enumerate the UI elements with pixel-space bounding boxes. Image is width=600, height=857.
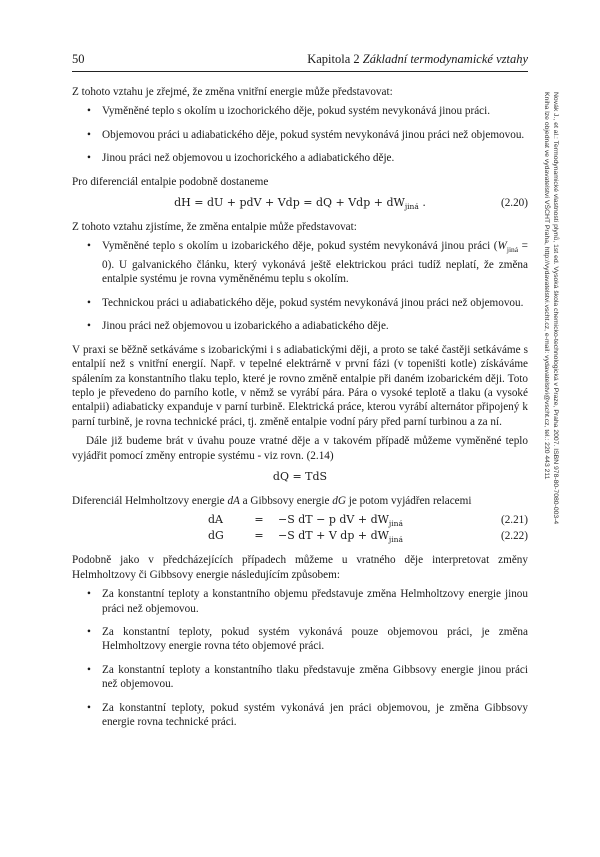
running-title (307, 52, 528, 67)
bullet-icon: • (87, 320, 91, 333)
list-item (72, 625, 528, 654)
equation-2-20 (72, 194, 528, 214)
side-note-line-2: Kniha lze objednat ve vydavatelství VŠCHT Praha, http://vydavatelstvi.vscht.cz, e-mail: vydavatelstvi@vscht.cz, tel.: 220 443 211 (543, 92, 550, 480)
equation-number: (2.20) (500, 197, 528, 210)
page-number: 50 (72, 52, 85, 66)
bullet-icon: • (87, 152, 91, 165)
list-item (72, 296, 528, 310)
bullet-icon: • (87, 296, 91, 309)
list-item-text: Objemovou práci u adiabatického děje, pokud systém nevykonává jinou práci než objemovou. (102, 128, 525, 141)
equation-array (72, 513, 528, 545)
list-item-text: Za konstantní teploty a konstantního tlaku představuje změna Gibbsovy energie jinou práci než objemovou. (102, 663, 528, 691)
list-item (72, 319, 528, 333)
list-item-text: Za konstantní teploty, pokud systém vykonává pouze objemovou práci, je změna Helmholtzovy energie rovna této objemové práci. (102, 625, 528, 653)
equation-body: dH = dU + pdV + Vdp = dQ + Vdp + $dW_{jiná}$ . (174, 196, 426, 212)
list-item (72, 587, 528, 616)
bullet-icon: • (87, 128, 91, 141)
paragraph-7: Podobně jako v předcházejících případech můžeme u vratného děje interpretovat změny Helmholtzovy či Gibbsovy energie následujícím způsobem: (72, 554, 528, 581)
bullet-icon: • (87, 240, 91, 253)
paragraph-1: Z tohoto vztahu je zřejmé, že změna vnitřní energie může představovat: (72, 86, 393, 98)
list-item-text: Za konstantní teploty a konstantního objemu představuje změna Helmholtzovy energie jinou práci než objemovou. (102, 588, 528, 615)
list-item (72, 151, 528, 165)
equation-body: dQ = TdS (272, 469, 328, 483)
paragraph-6: Diferenciál Helmholtzovy energie dA a Gibbsovy energie dG je potom vyjádřen relacemi (72, 494, 472, 507)
list-item (72, 663, 528, 692)
list-item: • Vyměněné teplo s okolím u izobarického děje, pokud systém nevykonává jinou práci $(W_{jiná} = 0)$. U galvanického článku, který vykonává ještě elektrickou práci tudíž neplatí, že změna entalpie systému je rovna vyměněnému teplu s okolím. (87, 240, 528, 286)
list-item (72, 128, 528, 142)
bullet-icon: • (87, 588, 91, 601)
bullet-icon: • (87, 625, 91, 638)
copyright-side-note (542, 92, 560, 692)
enthalpy-list (72, 239, 528, 333)
list-item-text: Vyměněné teplo s okolím u izochorického děje, pokud systém nevykonává jinou práci. (102, 105, 491, 118)
list-item-text: Technickou práci u adiabatického děje, pokud systém nevykonává jinou práci než objemovou. (102, 296, 524, 309)
equation-number: (2.22) (500, 530, 528, 543)
paragraph-4: V praxi se běžně setkáváme s izobarickými i s adiabatickými ději, a proto se také častěji setkáváme s entalpií než s vnitřní energií. Např. v tepelné elektrárně v první fázi (v topeništi kotle) získáváme spálením za konstantního tlaku teplo, které je rovno změně entalpie při daném izobarickém ději. Toto teplo je převedeno do parního kotle, v němž se vyrábí pára. Pára o vysoké teplotě a tlaku (a vysoké entalpii) adiabaticky expanduje v parní turbině. Elektrická práce, kterou vyrábí alternátor připojený k parní turbině, je rovna technické práci, tj. změně entalpie vodní páry před parní turbinou a za ní. (72, 343, 528, 428)
chapter-title: Základní termodynamické vztahy (362, 52, 528, 66)
paragraph-2: Pro diferenciál entalpie podobně dostaneme (72, 175, 269, 188)
chapter-label: Kapitola 2 (307, 52, 360, 66)
equation-2-22: dG = −S dT + V dp + $dW_{jiná}$ (2.22) (208, 529, 528, 545)
helmholtz-gibbs-list (72, 587, 528, 729)
bullet-icon: • (87, 701, 91, 714)
paragraph-5: Dále již budeme brát v úvahu pouze vratné děje a v takovém případě můžeme vyměněné teplo vyjádřit pomocí změny entropie systému - viz rovn. (2.14) (72, 435, 528, 462)
list-item (72, 104, 528, 118)
header-rule (72, 71, 528, 72)
list-item-text: Jinou práci než objemovou u izobarického a adiabatického děje. (102, 320, 389, 333)
list-item-text: Za konstantní teploty, pokud systém vykonává jen práci objemovou, je změna Gibbsovy energie rovna technické práci. (102, 701, 528, 729)
equation-2-21: dA = −S dT − p dV + $dW_{jiná}$ (2.21) (208, 513, 528, 529)
equation-number: (2.21) (500, 514, 528, 527)
bullet-icon: • (87, 105, 91, 118)
list-item-text: Jinou práci než objemovou u izochorického a adiabatického děje. (102, 152, 395, 165)
paragraph-3: Z tohoto vztahu zjistíme, že změna entalpie může představovat: (72, 221, 357, 234)
internal-energy-list (72, 104, 528, 165)
list-item (72, 701, 528, 730)
page-body (72, 85, 528, 738)
equation-dq (72, 468, 528, 488)
bullet-icon: • (87, 663, 91, 676)
side-note-line-1: Novák J., et al.: Termodynamické vlastnosti plynů, 1st ed. Vysoká škola chemicko-technologická v Praze, Praha 2007. ISBN 978-80-7080-003-4 (552, 92, 559, 525)
